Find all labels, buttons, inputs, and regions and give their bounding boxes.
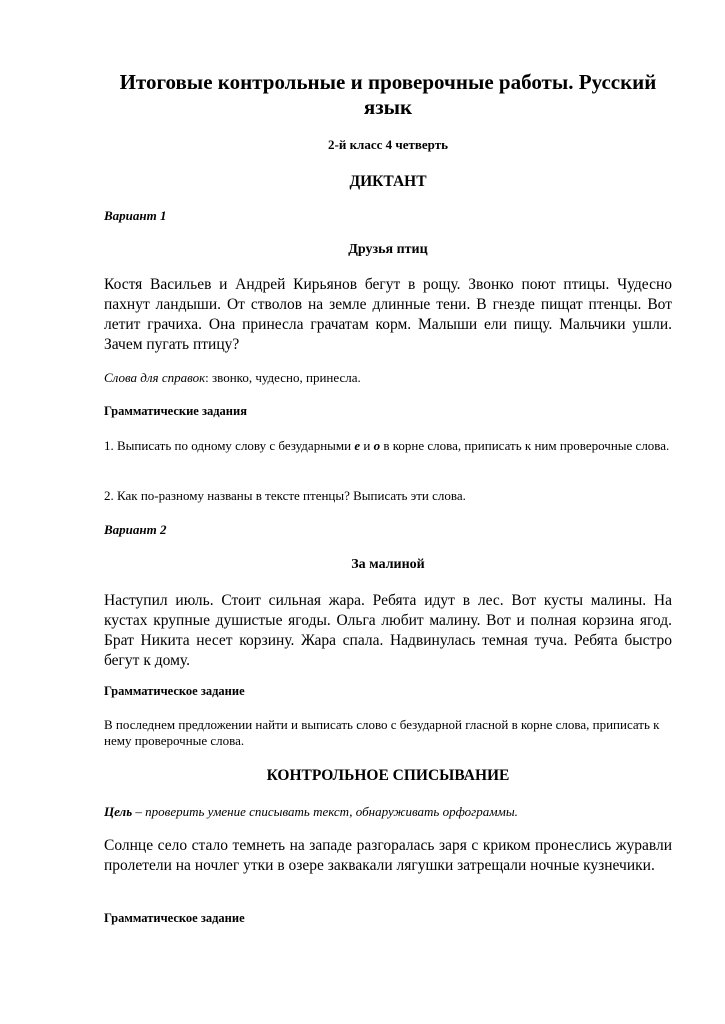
variant1-label: Вариант 1 <box>104 208 167 223</box>
copying-goal <box>104 804 672 820</box>
task1-letter-o: о <box>373 438 381 453</box>
task1-letter-e: е <box>354 438 361 453</box>
document-title: Итоговые контрольные и проверочные работы. Русский язык <box>119 70 657 119</box>
variant1-task-1 <box>104 438 672 454</box>
variant1-task-2: 2. Как по-разному названы в тексте птенцы? Выписать эти слова. <box>104 488 466 503</box>
task1-text-end: в корне слова, приписать к ним проверочные слова. <box>380 438 670 453</box>
reference-words: : звонко, чудесно, принесла. <box>205 370 361 385</box>
goal-text: – проверить умение списывать текст, обнаруживать орфограммы. <box>132 804 518 819</box>
variant1-text-title: Друзья птиц <box>348 242 428 257</box>
copying-heading: КОНТРОЛЬНОЕ СПИСЫВАНИЕ <box>266 767 510 784</box>
variant1-reference-words <box>104 370 672 386</box>
document-subtitle: 2-й класс 4 четверть <box>328 137 448 152</box>
task1-text-and: и <box>360 438 374 453</box>
variant2-dictation-text: Наступил июль. Стоит сильная жара. Ребята идут в лес. Вот кусты малины. На кустах крупные душистые ягоды. Ольга любит малину. Вот и полная корзина ягод. Брат Никита несет корзину. Жара спала. Надвинулась темная туча. Ребята быстро бегут к дому. <box>104 592 672 669</box>
variant2-task: В последнем предложении найти и выписать слово с безударной гласной в корне слова, приписать к нему проверочные слова. <box>104 717 660 748</box>
task1-text-start: 1. Выписать по одному слову с безударными <box>104 438 355 453</box>
variant2-label: Вариант 2 <box>104 522 167 537</box>
variant2-text-title: За малиной <box>351 557 425 572</box>
variant1-dictation-text: Костя Васильев и Андрей Кирьянов бегут в рощу. Звонко поют птицы. Чудесно пахнут ландыши. От стволов на земле длинные тени. В гнезде пищат птенцы. Вот летит грачиха. Она принесла грачатам корм. Малыши ели пищу. Мальчики ушли. Зачем пугать птицу? <box>104 276 672 353</box>
goal-label: Цель <box>104 804 133 819</box>
reference-label: Слова для справок <box>104 370 206 385</box>
copying-task-heading: Грамматическое задание <box>104 911 245 925</box>
copying-text: Солнце село стало темнеть на западе разгоралась заря с криком пронеслись журавли пролетели на ночлег утки в озере заквакали лягушки затрещали ночные кузнечики. <box>104 837 672 874</box>
variant2-task-heading: Грамматическое задание <box>104 684 245 698</box>
dictation-heading: ДИКТАНТ <box>349 173 427 190</box>
variant1-tasks-heading: Грамматические задания <box>104 404 247 418</box>
